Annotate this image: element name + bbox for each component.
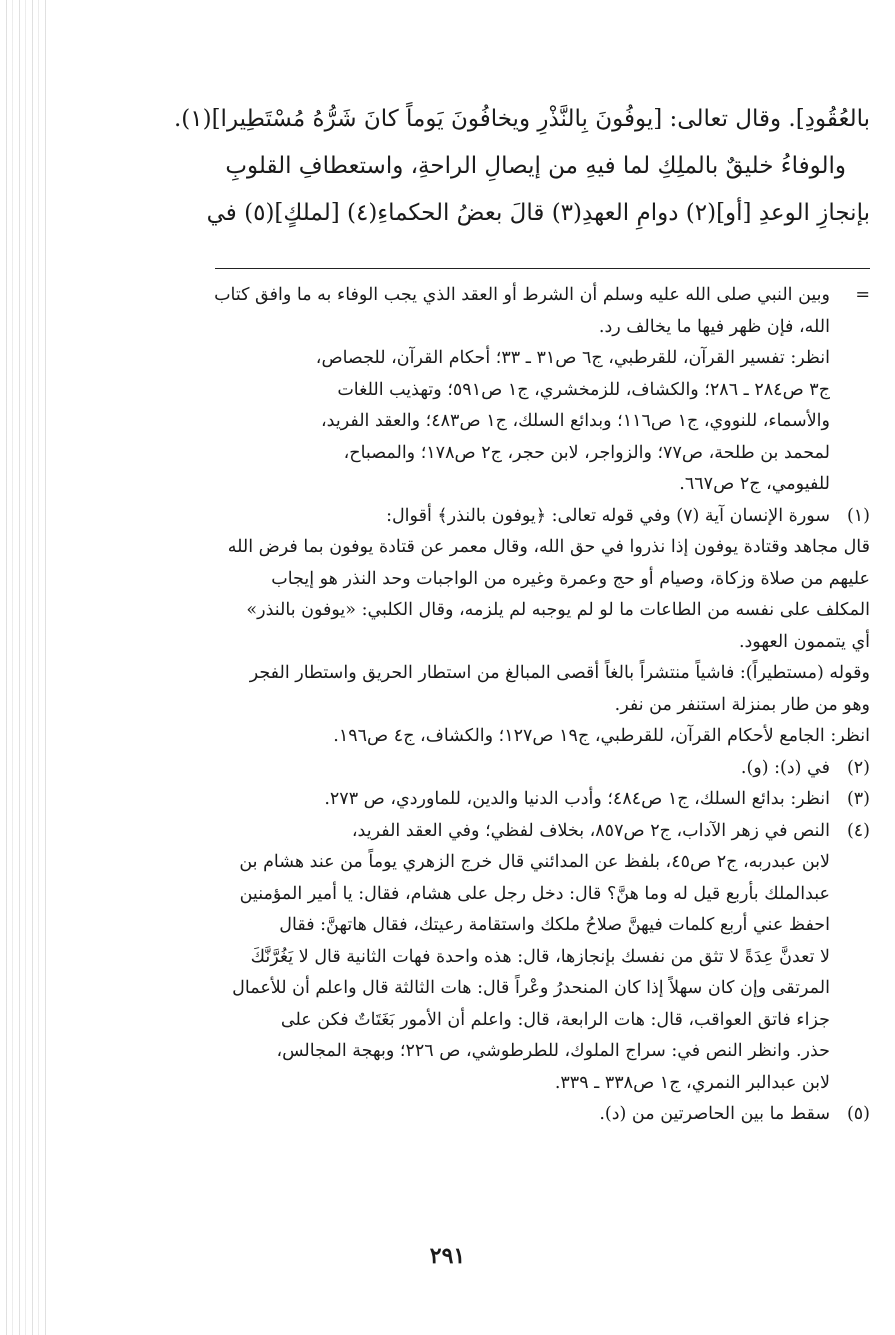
footnote-line: لابن عبدالبر النمري، ج١ ص٣٣٨ ـ ٣٣٩.: [554, 1072, 830, 1093]
footnote-line: سقط ما بين الحاصرتين من (د).: [599, 1104, 830, 1124]
footnote-number: (٥): [846, 1104, 870, 1124]
body-line: بإنجازِ الوعدِ [أو](٢) دوامِ العهدِ(٣) قالَ بعضُ الحكماءِ(٤) [لملكٍ](٥) في: [206, 200, 870, 226]
footnote-2: [70, 753, 870, 785]
scan-edge: [0, 0, 48, 1335]
footnote-continuation: [70, 280, 870, 501]
footnote-line: قال مجاهد وقتادة يوفون إذا نذروا في حق الله، وقال معمر عن قتادة يوفون بما فرض الله: [227, 537, 870, 557]
footnote-line: عليهم من صلاة وزكاة، وصيام أو حج وعمرة وغيره من الواجبات وحد النذر هو إيجاب: [271, 568, 870, 589]
footnote-line: المكلف على نفسه من الطاعات ما لو لم يوجبه لم يلزمه، وقال الكلبي: «يوفون بالنذر»: [246, 600, 870, 620]
footnote-line: سورة الإنسان آية (٧) وفي قوله تعالى: ﴿يوفون بالنذر﴾ أقوال:: [386, 505, 830, 526]
footnote-marker: =: [855, 285, 870, 305]
footnote-separator: [215, 268, 870, 269]
footnote-1: [70, 501, 870, 753]
footnote-4: [70, 816, 870, 1100]
footnote-line: والأسماء، للنووي، ج١ ص١١٦؛ وبدائع السلك، ج١ ص٤٨٣؛ والعقد الفريد،: [321, 411, 830, 431]
main-text: [70, 96, 870, 237]
footnote-number: (٢): [846, 757, 870, 778]
body-line: والوفاءُ خليقٌ بالملِكِ لما فيهِ من إيصالِ الراحةِ، واستعطافِ القلوبِ: [225, 153, 846, 179]
footnotes: [70, 280, 870, 1131]
footnote-line: وهو من طار بمنزلة استنفر من نفر.: [614, 694, 870, 715]
footnote-line: وقوله (مستطيراً): فاشياً منتشراً بالغاً أقصى المبالغ من استطار الحريق واستطار الفجر: [249, 663, 870, 683]
footnote-line: لابن عبدربه، ج٢ ص٤٥، بلفظ عن المدائني قال خرج الزهري يوماً من عند هشام بن: [239, 852, 830, 872]
footnote-line: لا تعدنَّ عِدَةً لا تثق من نفسك بإنجازها، قال: هذه واحدة فهات الثانية قال لا يَغُرَّنَّكَ: [250, 946, 830, 967]
body-line: بالعُقُودِ]. وقال تعالى: [يوفُونَ بِالنَّذْرِ ويخافُونَ يَوماً كانَ شَرُّهُ مُسْتَطِيرا](١).: [173, 106, 870, 132]
footnote-line: المرتقى وإن كان سهلاً إذا كان المنحدرُ وعْراً قال: هات الثالثة قال واعلم أن للأعمال: [232, 978, 830, 998]
footnote-line: النص في زهر الآداب، ج٢ ص٨٥٧، بخلاف لفظي؛ وفي العقد الفريد،: [351, 820, 830, 841]
footnote-body: [70, 501, 870, 753]
footnote-line: في (د): (و).: [740, 757, 830, 778]
footnote-line: للفيومي، ج٢ ص٦٦٧.: [679, 474, 830, 494]
footnote-line: عبدالملك بأربع قيل له وما هنَّ؟ قال: دخل رجل على هشام، فقال: يا أمير المؤمنين: [239, 883, 830, 904]
body-paragraph: [70, 96, 870, 237]
footnote-line: جزاء فاتق العواقب، قال: هات الرابعة، قال: واعلم أن الأمور بَغَتَاتٌ فكن على: [280, 1009, 830, 1030]
footnote-line: انظر: بدائع السلك، ج١ ص٤٨٤؛ وأدب الدنيا والدين، للماوردي، ص ٢٧٣.: [324, 789, 830, 809]
footnote-number: (٤): [846, 820, 870, 841]
footnote-body: [70, 816, 830, 1100]
footnote-line: انظر: تفسير القرآن، للقرطبي، ج٦ ص٣١ ـ ٣٣؛ أحكام القرآن، للجصاص،: [315, 348, 830, 368]
footnote-number: (٣): [846, 789, 870, 809]
footnote-line: أي يتممون العهود.: [738, 631, 870, 652]
footnote-line: ج٣ ص٢٨٤ ـ ٢٨٦؛ والكشاف، للزمخشري، ج١ ص٥٩١؛ وتهذيب اللغات: [337, 379, 830, 400]
footnote-3: [70, 784, 870, 816]
footnote-body: [70, 784, 830, 816]
footnote-number: (١): [846, 505, 870, 526]
footnote-body: [70, 753, 830, 785]
footnote-line: وبين النبي صلى الله عليه وسلم أن الشرط أو العقد الذي يجب الوفاء به ما وافق كتاب: [214, 285, 830, 305]
footnote-line: احفظ عني أربع كلمات فيهنَّ صلاحُ ملكك واستقامة رعيتك، فقال هاتهنَّ: فقال: [279, 915, 830, 935]
footnote-line: حذر. وانظر النص في: سراج الملوك، للطرطوشي، ص ٢٢٦؛ وبهجة المجالس،: [276, 1041, 830, 1061]
footnote-body: [70, 280, 830, 501]
footnote-line: لمحمد بن طلحة، ص٧٧؛ والزواجر، لابن حجر، ج٢ ص١٧٨؛ والمصباح،: [343, 442, 830, 463]
footnote-body: [70, 1099, 830, 1131]
footnote-line: الله، فإن ظهر فيها ما يخالف رد.: [598, 316, 830, 337]
footnote-5: [70, 1099, 870, 1131]
page-number: ٢٩١: [429, 1243, 466, 1269]
footnote-line: انظر: الجامع لأحكام القرآن، للقرطبي، ج١٩ ص١٢٧؛ والكشاف، ج٤ ص١٩٦.: [333, 726, 870, 746]
